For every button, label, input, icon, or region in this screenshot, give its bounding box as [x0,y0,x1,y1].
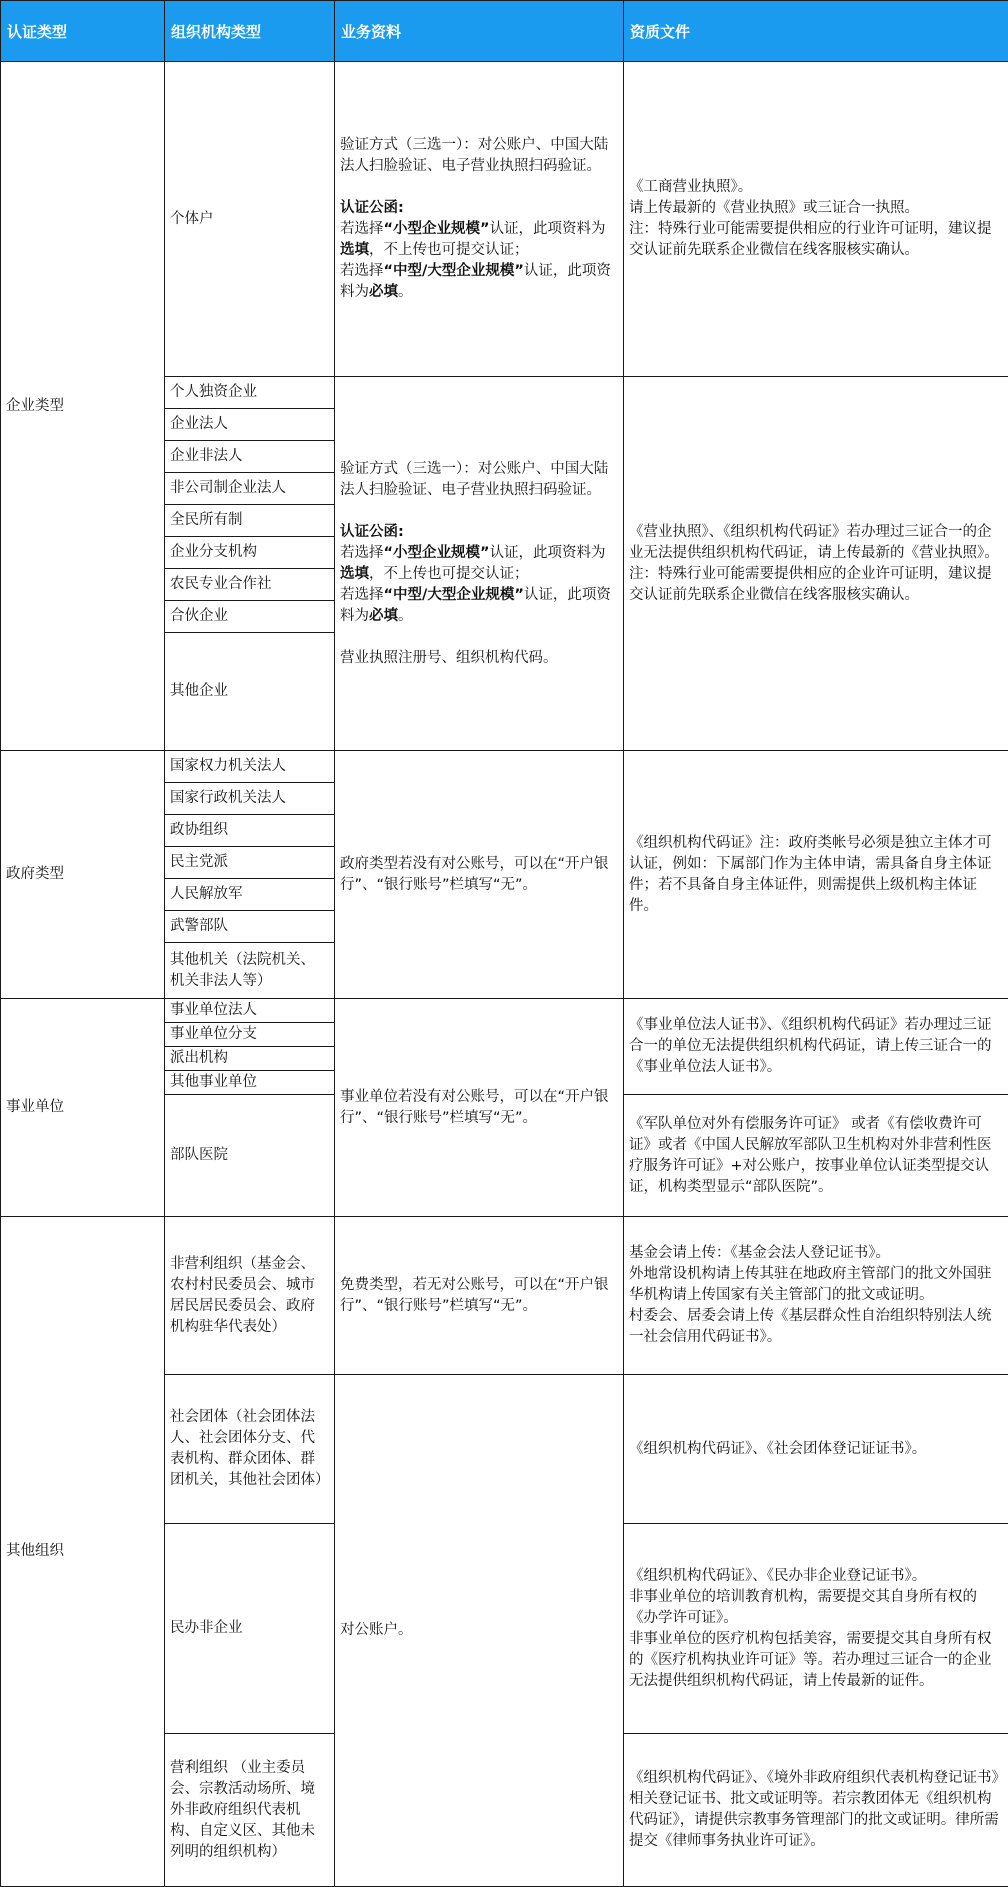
org-other-agency: 其他机关（法院机关、机关非法人等） [165,943,335,999]
org-partnership: 合伙企业 [165,601,335,633]
docs-nonprofit: 基金会请上传：《基金会法人登记证书》。 外地常设机构请上传其驻在地政府主管部门的批文外国驻华机构请上传国家有关主管部门的批文或证明。 村委会、居委会请上传《基层群众性自治组织特别法人统一社会信用代码证书》。 [624,1217,1008,1375]
org-individual: 个体户 [165,62,335,377]
org-branch: 企业分支机构 [165,537,335,569]
org-military-hospital: 部队医院 [165,1095,335,1217]
header-row [1,1,1008,62]
org-institution-branch: 事业单位分支 [165,1023,335,1047]
business-info-individual [335,62,624,377]
org-nonprofit: 非营利组织（基金会、农村村民委员会、城市居民居民委员会、政府机构驻华代表处） [165,1217,335,1375]
org-enterprise-non-legal: 企业非法人 [165,441,335,473]
header-org-type: 组织机构类型 [165,1,335,62]
table-row [1,751,1008,783]
letter-rule-small: 若选择“小型企业规模”认证，此项资料为选填，不上传也可提交认证； [340,219,618,261]
org-social-group: 社会团体（社会团体法人、社会团体分支、代表机构、群众团体、群团机关，其他社会团体） [165,1375,335,1524]
business-info-enterprise: 验证方式（三选一）：对公账户、中国大陆法人扫脸验证、电子营业执照扫码验证。 认证公函: 若选择“小型企业规模”认证，此项资料为选填，不上传也可提交认证； 若选择“中型/大型企业规模”认证，此项资料为必填。 营业执照注册号、组织机构代码。 [335,377,624,751]
org-sole-proprietorship: 个人独资企业 [165,377,335,409]
org-dispatched-agency: 派出机构 [165,1047,335,1071]
org-pla: 人民解放军 [165,879,335,911]
table-row [1,999,1008,1023]
org-armed-police: 武警部队 [165,911,335,943]
org-other-enterprise: 其他企业 [165,633,335,751]
org-non-company-legal: 非公司制企业法人 [165,473,335,505]
letter-title: 认证公函: [340,200,404,216]
docs-individual: 《工商营业执照》。 请上传最新的《营业执照》或三证合一执照。 注：特殊行业可能需要提供相应的行业许可证明，建议提交认证前先联系企业微信在线客服核实确认。 [624,62,1008,377]
org-state-admin: 国家行政机关法人 [165,783,335,815]
org-private-non-enterprise: 民办非企业 [165,1524,335,1734]
docs-for-profit: 《组织机构代码证》、《境外非政府组织代表机构登记证书》相关登记证书、批文或证明等。若宗教团体无《组织机构代码证》，请提供宗教事务管理部门的批文或证明。律所需提交《律师事务执业许可证》。 [624,1734,1008,1887]
business-info-institution: 事业单位若没有对公账号，可以在“开户银行”、“银行账号”栏填写“无”。 [335,999,624,1217]
cert-type-government: 政府类型 [1,751,165,999]
table-row [1,62,1008,377]
org-state-owned: 全民所有制 [165,505,335,537]
docs-institution: 《事业单位法人证书》、《组织机构代码证》若办理过三证合一的单位无法提供组织机构代码证，请上传三证合一的《事业单位法人证书》。 [624,999,1008,1095]
business-info-other: 对公账户。 [335,1375,624,1887]
docs-social-group: 《组织机构代码证》、《社会团体登记证证书》。 [624,1375,1008,1524]
docs-private-non-enterprise: 《组织机构代码证》、《民办非企业登记证书》。 非事业单位的培训教育机构，需要提交其自身所有权的《办学许可证》。 非事业单位的医疗机构包括美容，需要提交其自身所有权的《医疗机构执业许可证》等。若办理过三证合一的企业无法提供组织机构代码证，请上传最新的证件。 [624,1524,1008,1734]
org-farmer-coop: 农民专业合作社 [165,569,335,601]
business-info-government: 政府类型若没有对公账号，可以在“开户银行”、“银行账号”栏填写“无”。 [335,751,624,999]
org-for-profit: 营利组织 （业主委员会、宗教活动场所、境外非政府组织代表机构、自定义区、其他未列明的组织机构） [165,1734,335,1887]
docs-government: 《组织机构代码证》注：政府类帐号必须是独立主体才可认证，例如：下属部门作为主体申请，需具备自身主体证件；若不具备自身主体证件，则需提供上级机构主体证件。 [624,751,1008,999]
org-enterprise-legal: 企业法人 [165,409,335,441]
header-cert-type: 认证类型 [1,1,165,62]
cert-type-enterprise: 企业类型 [1,62,165,751]
org-cppcc: 政协组织 [165,815,335,847]
org-other-institution: 其他事业单位 [165,1071,335,1095]
org-democratic-party: 民主党派 [165,847,335,879]
header-qualification-docs: 资质文件 [624,1,1008,62]
letter-rule-large: 若选择“中型/大型企业规模”认证，此项资料为必填。 [340,261,618,303]
verify-method-text: 验证方式（三选一）：对公账户、中国大陆法人扫脸验证、电子营业执照扫码验证。 [340,135,618,177]
header-business-info: 业务资料 [335,1,624,62]
org-state-power: 国家权力机关法人 [165,751,335,783]
business-info-nonprofit: 免费类型，若无对公账号，可以在“开户银行”、“银行账号”栏填写“无”。 [335,1217,624,1375]
org-institution-legal: 事业单位法人 [165,999,335,1023]
cert-type-institution: 事业单位 [1,999,165,1217]
table-row [1,1217,1008,1375]
cert-type-other: 其他组织 [1,1217,165,1887]
docs-enterprise: 《营业执照》、《组织机构代码证》若办理过三证合一的企业无法提供组织机构代码证，请上传最新的《营业执照》。 注：特殊行业可能需要提供相应的企业许可证明，建议提交认证前先联系企业微信在线客服核实确认。 [624,377,1008,751]
docs-military-hospital: 《军队单位对外有偿服务许可证》 或者《有偿收费许可证》或者《中国人民解放军部队卫生机构对外非营利性医疗服务许可证》+对公账户，按事业单位认证类型提交认证，机构类型显示“部队医院”。 [624,1095,1008,1217]
